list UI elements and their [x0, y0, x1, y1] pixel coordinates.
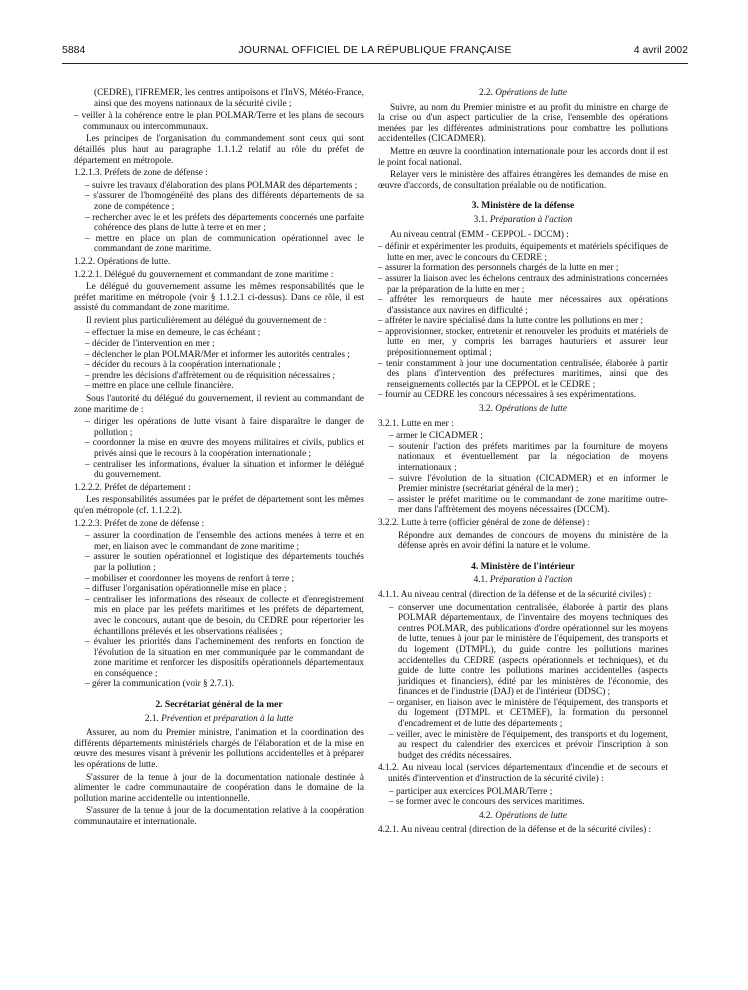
list-item: – définir et expérimenter les produits, équipements et matériels spécifiques de lutte en mer, avec le concours du CEDRE ; — [378, 242, 668, 263]
list-item: – fournir au CEDRE les concours nécessaires à ses expérimentations. — [378, 390, 668, 401]
bullet-list — [378, 431, 668, 516]
list-item: – centraliser les informations, évaluer la situation et informer le délégué du gouvernement. — [74, 460, 364, 481]
subsection-heading: 1.2.1.3. Préfets de zone de défense : — [74, 168, 208, 179]
subsection-number: 3.1. — [473, 214, 488, 225]
list-item: – armer le CICADMER ; — [378, 431, 668, 442]
list-item: – décider du recours à la coopération internationale ; — [74, 360, 364, 371]
journal-title: JOURNAL OFFICIEL DE LA RÉPUBLIQUE FRANÇAISE — [238, 44, 512, 56]
paragraph: (CEDRE), l'IFREMER, les centres antipoisons et l'InVS, Météo-France, ainsi que des moyens nationaux de la sécurité civile ; — [94, 88, 364, 109]
list-item: – effectuer la mise en demeure, le cas échéant ; — [74, 328, 364, 339]
list-item: – assister le préfet maritime ou le commandant de zone maritime outre-mer dans l'affrètement des moyens nécessaires (DCCM). — [378, 495, 668, 516]
list-item: – suivre les travaux d'élaboration des plans POLMAR des départements ; — [74, 181, 364, 192]
list-item: – diffuser l'organisation opérationnelle mise en place ; — [74, 584, 364, 595]
bullet-list — [74, 531, 364, 690]
list-item: – coordonner la mise en œuvre des moyens militaires et civils, publics et privés ainsi que le recours à la coopération internationale ; — [74, 438, 364, 459]
subsection-title — [378, 215, 668, 226]
section-heading: 4. Ministère de l'intérieur — [471, 561, 575, 572]
bullet-list — [74, 417, 364, 481]
list-item: – déclencher le plan POLMAR/Mer et informer les autorités centrales ; — [74, 350, 364, 361]
list-item: – évaluer les priorités dans l'acheminement des renforts en fonction de l'évolution de la situation en mer communiquée par le commandant de zone maritime et renforcer les dispositifs opérationnels départementaux en conséquence ; — [74, 637, 364, 679]
list-item: – conserver une documentation centralisée, élaborée à partir des plans POLMAR départementaux, de l'inventaire des moyens techniques des centres POLMAR, des publications d'ordre opérationnel sur les moyens de lutte, tenues à jour par le ministère de l'équipement, des transports et du logement (DTMPL), du guide contre les pollutions marines accidentelles du CEDRE (aspects opérationnels et techniques), et du guide de lutte contre les pollutions marines accidentelles (aspects juridiques et financiers), édité par les ministères de l'économie, des finances et de l'industrie (DAJ) et de l'intérieur (DDSC) ; — [378, 603, 668, 698]
list-item: – prendre les décisions d'affrètement ou de réquisition nécessaires ; — [74, 371, 364, 382]
header-rule — [62, 63, 688, 64]
subsection-heading: 3.2.1. Lutte en mer : — [378, 418, 454, 429]
section-heading: 3. Ministère de la défense — [471, 201, 575, 212]
list-item: – centraliser les informations des réseaux de collecte et d'enregistrement mis en place par les préfets maritimes et les préfets de département, avec le concours, autant que de besoin, du CEDRE pour répertorier les échantillons prélevés et les observations réalisées ; — [74, 595, 364, 637]
list-item: – approvisionner, stocker, entretenir et renouveler les produits et matériels de lutte en mer, y compris les barrages hauturiers et assurer leur prépositionnement optimal ; — [378, 327, 668, 359]
subsection-title-text: Prévention et préparation à la lutte — [161, 713, 294, 724]
subsection-heading: 4.1.1. Au niveau central (direction de la défense et de la sécurité civiles) : — [378, 589, 652, 600]
paragraph: Les responsabilités assumées par le préfet de département sont les mêmes qu'en métropole (cf. 1.1.2.2). — [74, 495, 364, 516]
left-column — [74, 88, 364, 830]
subsection-title — [378, 811, 668, 822]
list-item: – suivre l'évolution de la situation (CICADMER) et en informer le Premier ministre (secrétariat général de la mer) ; — [378, 474, 668, 495]
paragraph: Assurer, au nom du Premier ministre, l'animation et la coordination des différents départements ministériels chargés de l'élaboration et de la mise en œuvre des mesures visant à prévenir les pollutions accidentelles et à préparer les opérations de lutte. — [74, 728, 364, 771]
list-item: – se former avec le concours des services maritimes. — [378, 797, 668, 808]
list-item: – assurer la liaison avec les échelons centraux des administrations concernées par la préparation de la lutte en mer ; — [378, 274, 668, 295]
page-header — [62, 44, 688, 60]
list-item: – organiser, en liaison avec le ministère de l'équipement, des transports et du logement (DTMPL et CETMEF), la formation du personnel d'encadrement et de lutte des départements ; — [378, 698, 668, 730]
list-item: – tenir constamment à jour une documentation centralisée, élaborée à partir des plans d'intervention des préfectures maritimes, ainsi que des renseignements collectés par la CEPPOL et le CEDRE ; — [378, 359, 668, 391]
paragraph: Sous l'autorité du délégué du gouvernement, il revient au commandant de zone maritime de : — [74, 394, 364, 415]
subsection-heading: 3.2.2. Lutte à terre (officier général de zone de défense) : — [378, 517, 590, 528]
list-item: – diriger les opérations de lutte visant à faire disparaître le danger de pollution ; — [74, 417, 364, 438]
list-item: – s'assurer de l'homogénéité des plans des différents départements de sa zone de compétence ; — [74, 191, 364, 212]
list-item: – affréter le navire spécialisé dans la lutte contre les pollutions en mer ; — [378, 316, 668, 327]
subsection-title — [378, 575, 668, 586]
bullet-list — [378, 603, 668, 762]
subsection-title-text: Préparation à l'action — [489, 575, 573, 586]
section-heading: 2. Secrétariat général de la mer — [155, 700, 283, 711]
paragraph: S'assurer de la tenue à jour de la documentation nationale destinée à alimenter le cadre communautaire de coopération dans le domaine de la pollution marine accidentelle ou intentionnelle. — [74, 772, 364, 804]
list-item: – assurer la formation des personnels chargés de la lutte en mer ; — [378, 263, 668, 274]
list-item: – soutenir l'action des préfets maritimes par la fourniture de moyens nationaux et éventuellement par la négociation de moyens internationaux ; — [378, 442, 668, 474]
subsection-heading: 1.2.2.2. Préfet de département : — [74, 482, 191, 493]
subsection-title-text: Préparation à l'action — [489, 214, 573, 225]
list-item: – assurer le soutien opérationnel et logistique des départements touchés par la pollution ; — [74, 552, 364, 573]
list-item: – rechercher avec le et les préfets des départements concernés une parfaite cohérence des plans de lutte à terre et en mer ; — [74, 213, 364, 234]
bullet-list — [378, 787, 668, 808]
subsection-title — [378, 88, 668, 99]
list-item: – mettre en place un plan de communication opérationnel avec le commandant de zone maritime. — [74, 234, 364, 255]
list-item: – gérer la communication (voir § 2.7.1). — [74, 679, 364, 690]
subsection-heading: 1.2.2.1. Délégué du gouvernement et commandant de zone maritime : — [74, 269, 334, 280]
subsection-number: 4.1. — [473, 575, 488, 586]
subsection-heading: 4.2.1. Au niveau central (direction de la défense et de la sécurité civiles) : — [378, 825, 652, 836]
paragraph: S'assurer de la tenue à jour de la documentation relative à la coopération communautaire et internationale. — [74, 806, 364, 827]
paragraph: Les principes de l'organisation du commandement sont ceux qui sont détaillés plus haut au paragraphe 1.1.1.2 relatif au rôle du préfet de département en métropole. — [74, 134, 364, 166]
bullet-list — [378, 242, 668, 401]
publication-date: 4 avril 2002 — [633, 44, 688, 56]
list-item: – décider de l'intervention en mer ; — [74, 339, 364, 350]
paragraph: Suivre, au nom du Premier ministre et au profit du ministre en charge de la crise ou d'un aspect particulier de la crise, l'ensemble des opérations menées par les différentes administrations pour combattre les pollutions accidentelles (CICADMER). — [378, 102, 668, 145]
list-item: – mobiliser et coordonner les moyens de renfort à terre ; — [74, 574, 364, 585]
paragraph: Mettre en œuvre la coordination internationale pour les accords dont il est le point focal national. — [378, 146, 668, 168]
bullet-list — [74, 111, 364, 132]
paragraph: Relayer vers le ministère des affaires étrangères les demandes de mise en œuvre d'accords, de consultation préalable ou de notification. — [378, 170, 668, 191]
list-item: – participer aux exercices POLMAR/Terre ; — [378, 787, 668, 798]
subsection-number: 4.2. — [478, 810, 493, 821]
paragraph: Il revient plus particulièrement au délégué du gouvernement de : — [86, 315, 327, 326]
subsection-title-text: Opérations de lutte — [495, 810, 568, 821]
subsection-title — [74, 714, 364, 725]
subsection-heading: 1.2.2.3. Préfet de zone de défense : — [74, 518, 205, 529]
subsection-number: 2.2. — [478, 88, 493, 98]
right-column — [378, 88, 668, 838]
list-item: – mettre en place une cellule financière. — [74, 381, 364, 392]
paragraph: Répondre aux demandes de concours de moyens du ministère de la défense après en avoir défini la nature et le volume. — [398, 530, 668, 552]
list-item: – assurer la coordination de l'ensemble des actions menées à terre et en mer, en liaison avec le commandant de zone maritime ; — [74, 531, 364, 552]
subsection-heading: 1.2.2. Opérations de lutte. — [74, 256, 171, 267]
subsection-heading: 4.1.2. Au niveau local (services départementaux d'incendie et de secours et unités d'intervention et d'instruction de la sécurité civile) : — [378, 763, 668, 785]
subsection-number: 2.1. — [144, 713, 159, 724]
list-item: – veiller à la cohérence entre le plan POLMAR/Terre et les plans de secours communaux ou intercommunaux. — [74, 111, 364, 132]
subsection-title — [378, 404, 668, 415]
list-item: – affréter les remorqueurs de haute mer nécessaires aux opérations d'assistance aux navires en difficulté ; — [378, 295, 668, 316]
subsection-title-text: Opérations de lutte — [495, 404, 568, 415]
subsection-title-text: Opérations de lutte — [495, 88, 568, 98]
bullet-list — [74, 181, 364, 255]
subsection-number: 3.2. — [478, 404, 493, 415]
paragraph: Au niveau central (EMM - CEPPOL - DCCM) : — [390, 229, 569, 240]
list-item: – veiller, avec le ministère de l'équipement, des transports et du logement, au respect du calendrier des exercices et prévoir l'inscription à son budget des crédits nécessaires. — [378, 730, 668, 762]
bullet-list — [74, 328, 364, 392]
paragraph: Le délégué du gouvernement assume les mêmes responsabilités que le préfet maritime en métropole (voir § 1.1.2.1 ci-dessus). Dans ce rôle, il est assisté du commandant de zone maritime. — [74, 282, 364, 314]
page-number: 5884 — [62, 44, 86, 56]
